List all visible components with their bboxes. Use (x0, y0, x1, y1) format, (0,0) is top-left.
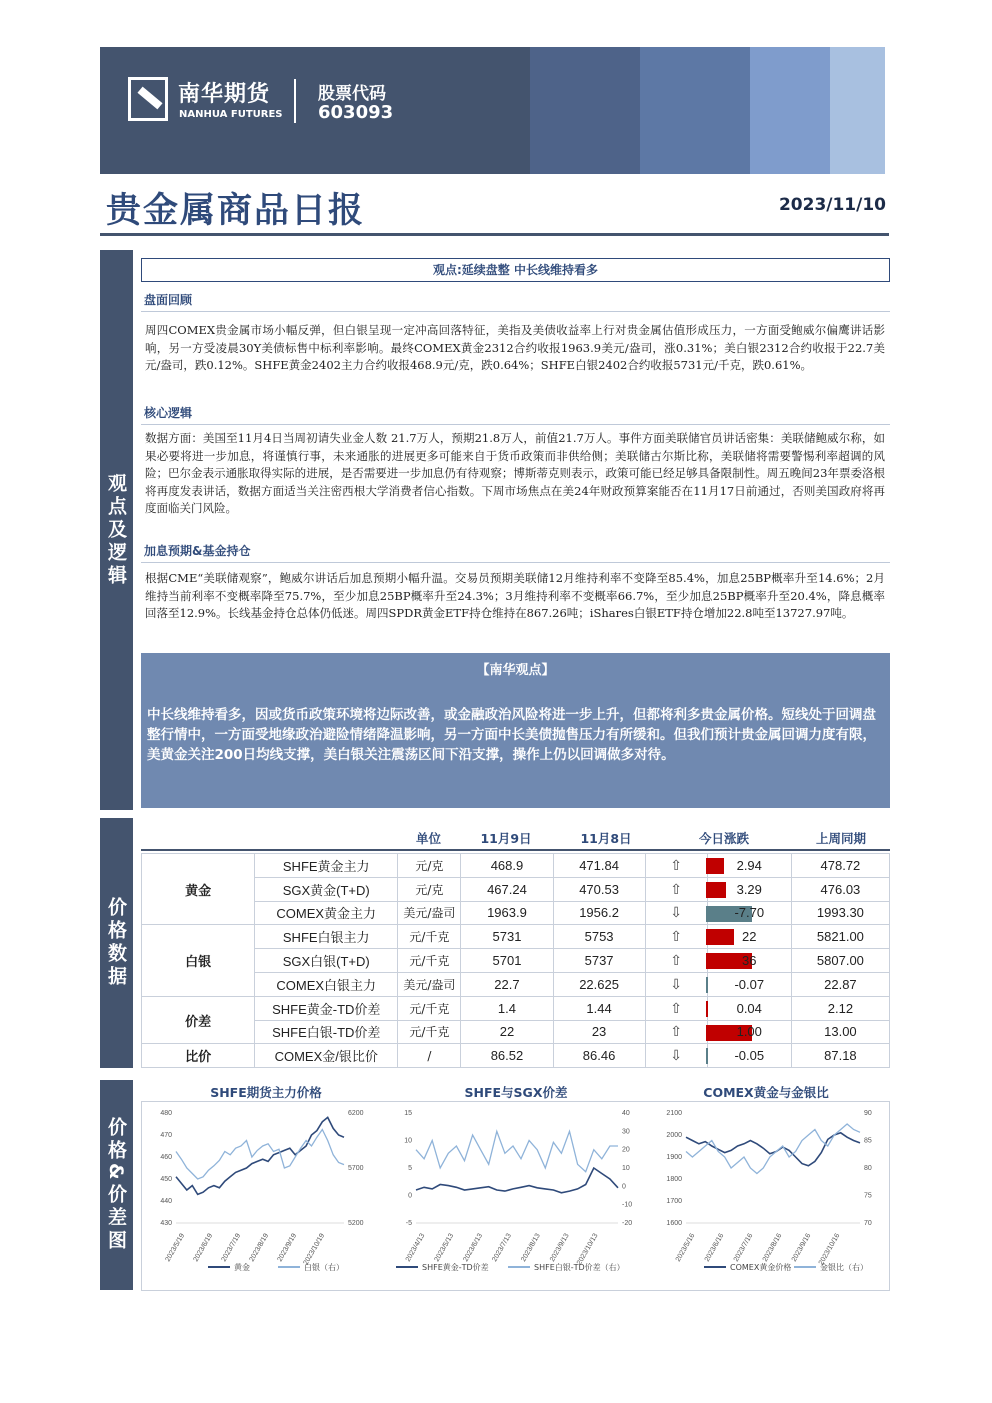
stock-code-value: 603093 (318, 102, 394, 123)
col-header-unit: 单位 (415, 831, 441, 846)
series-line (416, 1168, 618, 1193)
y-left-tick-label: 5 (408, 1165, 412, 1172)
y-left-tick-label: 480 (160, 1110, 172, 1117)
y-right-tick-label: 90 (864, 1110, 872, 1117)
arrow-down-icon: ⇩ (645, 1044, 707, 1068)
nanhua-view-box (141, 653, 890, 808)
value-day2: 5753 (553, 925, 645, 949)
y-left-tick-label: 460 (160, 1154, 172, 1161)
market-review-text: 周四COMEX贵金属市场小幅反弹，但白银呈现一定冲高回落特征，美指及美债收益率上行对贵金属估值形成压力，一方面受鲍威尔偏鹰讲话影响，另一方受凌晨30Y美债标售中标利率影响。最终COMEX黄金2312合约收报1963.9美元/盎司，涨0.31%；美白银2312合约收报于22.7美元/盎司，跌0.12%。SHFE黄金2402主力合约收报468.9元/克，跌0.64%；SHFE白银2402合约收报5731元/千克，跌0.61%。 (145, 323, 885, 373)
change-bar (706, 1048, 708, 1064)
series-line (686, 1124, 860, 1174)
y-right-tick-label: 10 (622, 1165, 630, 1172)
unit-cell: 元/克 (398, 854, 461, 878)
x-tick-label: 2023/9/19 (276, 1232, 299, 1263)
value-day1: 86.52 (461, 1044, 553, 1068)
instrument-name: COMEX金/银比价 (255, 1044, 398, 1068)
value-day1: 1.4 (461, 996, 553, 1020)
table-row (142, 1020, 890, 1044)
change-value: 22 (742, 929, 757, 945)
unit-cell: / (398, 1044, 461, 1068)
change-cell (707, 1044, 791, 1068)
value-day2: 23 (553, 1020, 645, 1044)
instrument-name: SHFE黄金主力 (255, 854, 398, 878)
series-line (176, 1130, 344, 1180)
side-label-viewpoint: 观点及逻辑 (100, 250, 133, 810)
instrument-name: SGX黄金(T+D) (255, 877, 398, 901)
value-last-week: 2.12 (791, 996, 889, 1020)
y-left-tick-label: 450 (160, 1176, 172, 1183)
title-divider (100, 233, 889, 236)
instrument-name: SGX白银(T+D) (255, 949, 398, 973)
group-label: 黄金 (142, 854, 255, 925)
x-tick-label: 2023/6/19 (192, 1232, 215, 1263)
x-tick-label: 2023/5/16 (674, 1232, 697, 1263)
value-day1: 22.7 (461, 972, 553, 996)
chart-comex-gold-ratio (650, 1105, 880, 1285)
value-last-week: 5807.00 (791, 949, 889, 973)
x-tick-label: 2023/9/13 (549, 1232, 571, 1263)
value-day1: 467.24 (461, 877, 553, 901)
change-cell (707, 1020, 791, 1044)
value-day2: 471.84 (553, 854, 645, 878)
x-tick-label: 2023/6/16 (703, 1232, 726, 1263)
logic-text: 数据方面：美国至11月4日当周初请失业金人数 21.7万人，预期21.8万人，前值21.7万人。事件方面美联储官员讲话密集：美联储鲍威尔称，如果必要将进一步加息，将谨慎行事，未来通胀的进展更多可能来自于货币政策而非供给侧；美联储古尔斯比称，美联储将需要警惕利率超调的风险；巴尔金表示通胀取得实际的进展，是否需要进一步加息仍有待观察；博斯蒂克则表示，政策可能已经足够具备限制性。周五晚间23年票委洛根将再度发表讲话，数据方面适当关注密西根大学消费者信心指数。下周市场焦点在美24年财政预算案能否在11月17日前通过，否则美国政府将再度面临关门风险。 (145, 431, 885, 516)
price-table (141, 853, 890, 1068)
logo-icon (128, 77, 168, 121)
y-left-tick-label: -5 (405, 1220, 412, 1227)
value-day1: 22 (461, 1020, 553, 1044)
section-heading-rate: 加息预期&基金持仓 (141, 542, 890, 563)
banner-stripe (830, 47, 885, 174)
col-header-last-week: 上周同期 (815, 831, 866, 846)
unit-cell: 美元/盎司 (398, 901, 461, 925)
y-left-tick-label: 2000 (666, 1132, 682, 1139)
y-right-tick-label: 75 (864, 1192, 872, 1200)
y-left-tick-label: 430 (160, 1220, 172, 1227)
change-cell (707, 996, 791, 1020)
change-value: 2.94 (736, 857, 762, 873)
viewpoint-headline: 观点:延续盘整 中长线维持看多 (141, 258, 890, 282)
unit-cell: 美元/盎司 (398, 972, 461, 996)
change-value: -0.05 (734, 1048, 765, 1064)
chart-shfe-prices (148, 1105, 378, 1285)
table-row (142, 1044, 890, 1068)
nanhua-view-title: 【南华观点】 (476, 663, 555, 678)
x-tick-label: 2023/10/19 (302, 1232, 327, 1267)
y-right-tick-label: 40 (622, 1110, 630, 1117)
unit-cell: 元/千克 (398, 996, 461, 1020)
nanhua-view-text: 中长线维持看多，因或货币政策环境将边际改善，或金融政治风险将进一步上升，但都将利多贵金属价格。短线处于回调盘整行情中，一方面受地缘政治避险情绪降温影响，另一方面中长美债抛售压力有所缓和。但我们预计贵金属回调力度有限，美黄金关注200日均线支撑，美白银关注震荡区间下沿支撑，操作上仍以回调做多对待。 (147, 707, 876, 763)
unit-cell: 元/千克 (398, 949, 461, 973)
change-value: 0.04 (736, 1000, 762, 1016)
table-row (142, 901, 890, 925)
value-last-week: 13.00 (791, 1020, 889, 1044)
value-day2: 86.46 (553, 1044, 645, 1068)
side-label-price: 价格数据 (100, 818, 133, 1068)
y-left-tick-label: 440 (160, 1198, 172, 1205)
change-cell (707, 854, 791, 878)
arrow-up-icon: ⇧ (645, 854, 707, 878)
arrow-up-icon: ⇧ (645, 949, 707, 973)
series-line (176, 1117, 344, 1194)
y-right-tick-label: 5700 (348, 1165, 364, 1172)
value-last-week: 22.87 (791, 972, 889, 996)
report-title: 贵金属商品日报 (106, 191, 366, 231)
value-day1: 1963.9 (461, 901, 553, 925)
legend-label: COMEX黄金价格 (730, 1263, 792, 1272)
banner-stripe (530, 47, 640, 174)
change-cell (707, 925, 791, 949)
unit-cell: 元/千克 (398, 1020, 461, 1044)
y-left-tick-label: 1800 (666, 1176, 682, 1183)
change-bar (706, 977, 708, 993)
x-tick-label: 2023/7/19 (220, 1232, 243, 1263)
stock-code-label: 股票代码 (318, 84, 386, 104)
side-label-charts: 价格&价差图 (100, 1080, 133, 1290)
table-header-rule (141, 849, 890, 851)
unit-cell: 元/克 (398, 877, 461, 901)
value-day1: 468.9 (461, 854, 553, 878)
y-left-tick-label: 2100 (666, 1110, 682, 1117)
y-right-tick-label: 0 (622, 1183, 626, 1191)
col-header-day1: 11月9日 (480, 831, 532, 846)
x-tick-label: 2023/7/16 (732, 1232, 755, 1263)
x-tick-label: 2023/5/13 (433, 1232, 456, 1263)
change-value: 1.00 (736, 1024, 762, 1040)
instrument-name: SHFE黄金-TD价差 (255, 996, 398, 1020)
logo-divider (294, 79, 296, 123)
change-bar (706, 858, 724, 874)
value-last-week: 476.03 (791, 877, 889, 901)
change-cell (707, 877, 791, 901)
group-label: 价差 (142, 996, 255, 1044)
instrument-name: COMEX黄金主力 (255, 901, 398, 925)
x-tick-label: 2023/8/16 (761, 1232, 784, 1263)
rate-text: 根据CME“美联储观察”，鲍威尔讲话后加息预期小幅升温。交易员预期美联储12月维持利率不变降至85.4%，加息25BP概率升至14.6%；2月维持当前利率不变概率降至75.7%，至少加息25BP概率升至24.3%；3月维持利率不变概率66.7%，至少加息25BP概率升至20.4%，降息概率回落至12.9%。长线基金持仓总体仍低迷。周四SPDR黄金ETF持仓维持在867.26吨；iShares白银ETF持仓增加22.8吨至13727.97吨。 (145, 571, 885, 621)
y-left-tick-label: 0 (408, 1192, 412, 1200)
y-right-tick-label: 6200 (348, 1110, 364, 1117)
table-row (142, 996, 890, 1020)
value-day1: 5731 (461, 925, 553, 949)
section-heading-market-review: 盘面回顾 (141, 291, 890, 312)
group-label: 比价 (142, 1044, 255, 1068)
arrow-down-icon: ⇩ (645, 901, 707, 925)
value-day2: 1956.2 (553, 901, 645, 925)
col-header-change: 今日涨跌 (698, 831, 749, 846)
y-right-tick-label: -10 (622, 1201, 633, 1209)
table-row (142, 877, 890, 901)
y-left-tick-label: 470 (160, 1132, 172, 1139)
change-bar (706, 882, 726, 898)
legend-label: SHFE黄金-TD价差 (422, 1263, 489, 1272)
y-left-tick-label: 15 (404, 1110, 412, 1117)
group-label: 白银 (142, 925, 255, 996)
instrument-name: SHFE白银-TD价差 (255, 1020, 398, 1044)
x-tick-label: 2023/5/19 (164, 1232, 187, 1263)
change-value: -7.70 (734, 905, 765, 921)
y-right-tick-label: 70 (864, 1220, 872, 1227)
banner-stripe (750, 47, 830, 174)
instrument-name: COMEX白银主力 (255, 972, 398, 996)
value-last-week: 87.18 (791, 1044, 889, 1068)
chart-title-spread: SHFE与SGX价差 (464, 1085, 568, 1100)
change-bar (706, 1001, 708, 1017)
value-day1: 5701 (461, 949, 553, 973)
arrow-up-icon: ⇧ (645, 1020, 707, 1044)
value-last-week: 478.72 (791, 854, 889, 878)
change-bar (706, 929, 734, 945)
value-last-week: 1993.30 (791, 901, 889, 925)
y-left-tick-label: 1700 (666, 1198, 682, 1205)
y-left-tick-label: 1600 (666, 1220, 682, 1227)
banner-stripe (640, 47, 750, 174)
y-right-tick-label: -20 (622, 1220, 633, 1227)
y-right-tick-label: 80 (864, 1165, 872, 1172)
x-tick-label: 2023/8/19 (248, 1232, 271, 1263)
y-right-tick-label: 5200 (348, 1220, 364, 1227)
table-row (142, 972, 890, 996)
change-cell (707, 901, 791, 925)
y-right-tick-label: 85 (864, 1137, 872, 1145)
series-line (686, 1133, 860, 1166)
chart-title-comex: COMEX黄金与金银比 (703, 1085, 829, 1100)
y-left-tick-label: 1900 (666, 1154, 682, 1161)
arrow-up-icon: ⇧ (645, 877, 707, 901)
header-banner (100, 47, 885, 174)
unit-cell: 元/千克 (398, 925, 461, 949)
table-row (142, 925, 890, 949)
col-header-day2: 11月8日 (580, 831, 632, 846)
y-left-tick-label: 10 (404, 1137, 412, 1145)
table-row (142, 854, 890, 878)
value-day2: 5737 (553, 949, 645, 973)
x-tick-label: 2023/10/16 (817, 1232, 842, 1267)
legend-label: 金银比（右） (820, 1263, 868, 1272)
arrow-up-icon: ⇧ (645, 925, 707, 949)
x-tick-label: 2023/4/13 (404, 1232, 427, 1263)
x-tick-label: 2023/10/13 (575, 1232, 600, 1267)
instrument-name: SHFE白银主力 (255, 925, 398, 949)
company-name-cn: 南华期货 (178, 82, 271, 107)
table-row (142, 949, 890, 973)
legend-label: 黄金 (234, 1263, 250, 1272)
change-value: 3.29 (736, 881, 762, 897)
chart-title-shfe: SHFE期货主力价格 (210, 1085, 322, 1100)
report-date: 2023/11/10 (778, 195, 886, 215)
change-cell (707, 949, 791, 973)
value-day2: 22.625 (553, 972, 645, 996)
section-heading-logic: 核心逻辑 (141, 404, 890, 425)
y-right-tick-label: 30 (622, 1128, 630, 1136)
company-name-en: NANHUA FUTURES (179, 109, 283, 120)
chart-shfe-sgx-spread (396, 1105, 636, 1285)
x-tick-label: 2023/9/16 (790, 1232, 813, 1263)
x-tick-label: 2023/8/13 (520, 1232, 542, 1263)
change-value: -0.07 (734, 976, 765, 992)
change-cell (707, 972, 791, 996)
arrow-up-icon: ⇧ (645, 996, 707, 1020)
change-value: 36 (742, 953, 757, 969)
legend-label: 白银（右） (304, 1263, 344, 1272)
arrow-down-icon: ⇩ (645, 972, 707, 996)
x-tick-label: 2023/7/13 (491, 1232, 513, 1263)
value-last-week: 5821.00 (791, 925, 889, 949)
value-day2: 470.53 (553, 877, 645, 901)
y-right-tick-label: 20 (622, 1146, 630, 1154)
series-line (416, 1131, 618, 1171)
value-day2: 1.44 (553, 996, 645, 1020)
x-tick-label: 2023/6/13 (462, 1232, 485, 1263)
legend-label: SHFE白银-TD价差（右） (534, 1263, 625, 1272)
